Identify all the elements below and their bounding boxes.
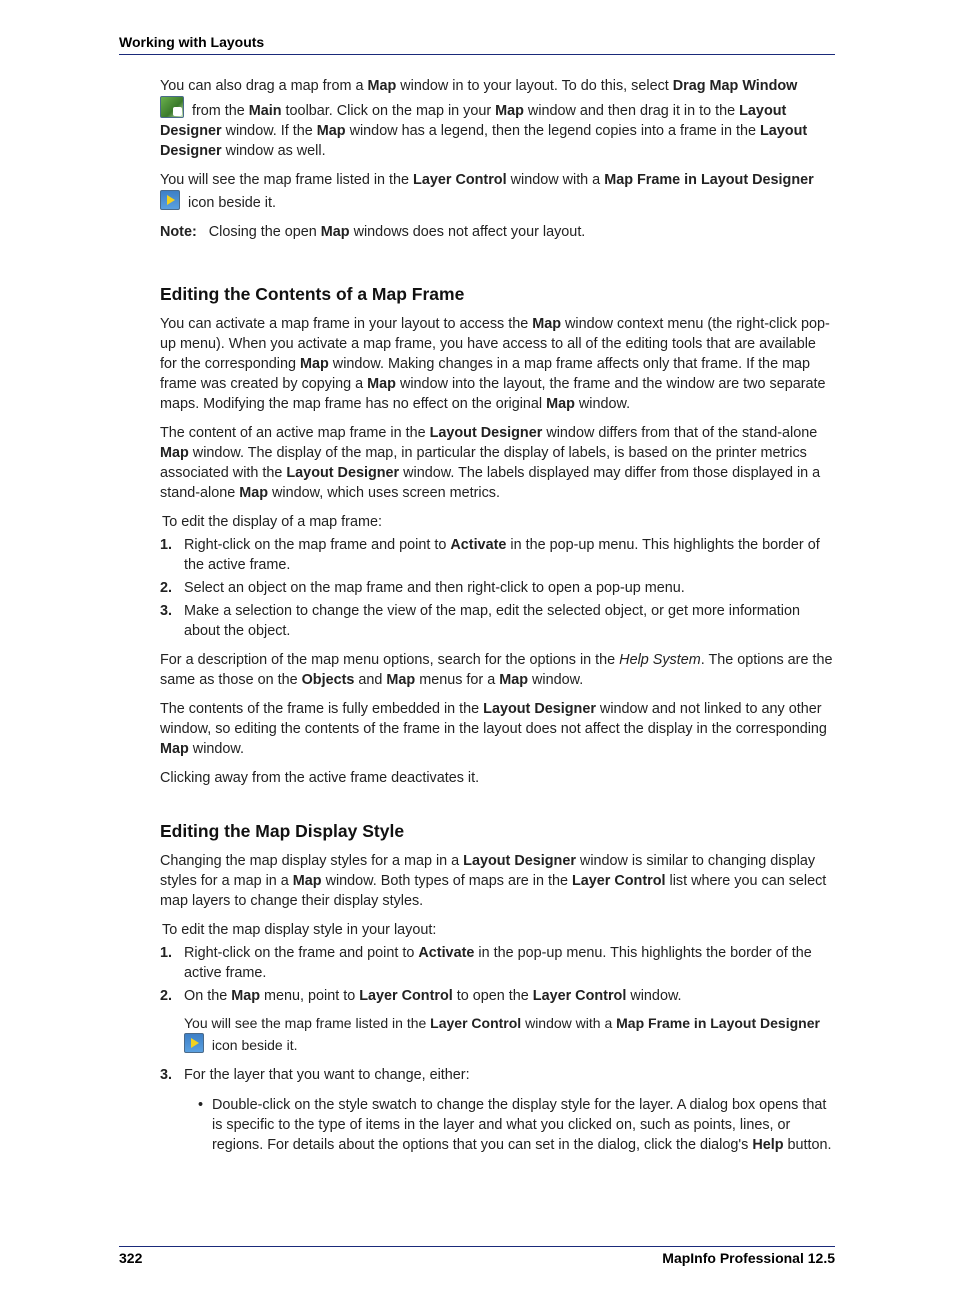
section-heading-display-style: Editing the Map Display Style (160, 821, 405, 841)
step-number: 2. (160, 580, 173, 596)
text-run: window. Both types of maps are in the (321, 873, 572, 889)
text-run: Layer Control (571, 873, 666, 889)
bullet-marker: • (198, 1097, 204, 1113)
text-run: Double-click on the style swatch to change the display style for the layer. A dialog box opens that is specific to the type of items in the layer and what you clicked on, such as points, lines, or regions. For details about the options that you can set in the dialog, click the dialog's (212, 1097, 827, 1153)
text-run: Layer Control (413, 172, 507, 188)
text-run: Map (532, 316, 562, 332)
list-item (160, 601, 836, 641)
text-run: menus for a (415, 672, 500, 688)
text-run: Layout Designer (160, 123, 808, 159)
text-run: window. The display of the map, in particular the display of labels, is based on the printer metrics associated with the (160, 445, 807, 481)
drag-map-icon (160, 96, 184, 118)
text-run: Map (231, 988, 260, 1004)
text-run: menu, point to (260, 988, 360, 1004)
text-run: windows does not affect your layout. (349, 224, 586, 240)
text-run: Changing the map display styles for a map in a (160, 853, 464, 869)
text-run: window is similar to changing display styles for a map in a (160, 853, 816, 889)
map-frame-icon (184, 1033, 204, 1053)
list-item (160, 943, 836, 983)
text-run: The content of an active map frame in the (160, 425, 430, 441)
text-run: You can also drag a map from a (160, 78, 368, 94)
text-run: Map (367, 376, 396, 392)
text-run: You will see the map frame listed in the (184, 1015, 431, 1031)
text-run: window. (574, 396, 631, 412)
text-run: window context menu (the right-click pop-up menu). When you activate a map frame, you have access to all of the editing tools that are available for the corresponding (160, 316, 830, 372)
page-number: 322 (119, 1250, 143, 1266)
step-text (184, 537, 820, 573)
text-run: Select an object on the map frame and then right-click to open a pop-up menu. (184, 580, 685, 596)
text-run: You will see the map frame listed in the (160, 172, 414, 188)
text-run: in the pop-up menu. This highlights the border of the active frame. (184, 537, 820, 573)
page-content (160, 76, 836, 1164)
text-run: window. Making changes in a map frame affects only that frame. If the map frame was created by copying a (160, 356, 811, 392)
text-run: in the pop-up menu. This highlights the border of the active frame. (184, 945, 812, 981)
text-run: window with a (521, 1015, 617, 1031)
section1-paragraph-5 (160, 768, 836, 788)
text-run: window. If the (221, 123, 317, 139)
intro-paragraph-layer-control (160, 170, 836, 213)
intro-paragraph-drag-map (160, 76, 836, 161)
section1-steps (160, 535, 836, 641)
running-header: Working with Layouts (119, 34, 835, 55)
text-run: and (354, 672, 387, 688)
text-run: Layout Designer (429, 425, 543, 441)
text-run: Map (386, 672, 416, 688)
text-run: Map (239, 485, 269, 501)
text-run: Map (160, 445, 189, 461)
section2-steps (160, 943, 836, 1155)
text-run: window differs from that of the stand-alone (542, 425, 818, 441)
running-footer (119, 1246, 835, 1266)
step-number: 3. (160, 603, 173, 619)
text-run: Layout Designer (463, 853, 576, 869)
text-run: . The options are the same as those on the (160, 652, 833, 688)
text-run: Objects (301, 672, 355, 688)
text-run: window has a legend, then the legend copies into a frame in the (345, 123, 760, 139)
section1-paragraph-1 (160, 314, 836, 414)
section1-paragraph-2 (160, 423, 836, 503)
note-label: Note: (160, 224, 197, 240)
step-number: 2. (160, 988, 173, 1004)
text-run: Layer Control (430, 1015, 522, 1031)
list-item (160, 578, 836, 598)
text-run: Map (320, 224, 350, 240)
text-run: Map (495, 103, 524, 119)
bullet-text (212, 1097, 832, 1153)
text-run: Help System (619, 652, 701, 668)
text-run: Map (367, 78, 397, 94)
step-text (184, 580, 685, 596)
text-run: Activate (450, 537, 507, 553)
text-run: window, which uses screen metrics. (268, 485, 500, 501)
note-text (209, 224, 586, 240)
text-run: Layout Designer (160, 103, 787, 139)
text-run: window. (528, 672, 584, 688)
text-run: Map (160, 741, 189, 757)
section2-paragraph-1 (160, 851, 836, 911)
step-number: 1. (160, 945, 173, 961)
text-run: window into the layout, the frame and the window are two separate maps. Modifying the map frame has no effect on the original (160, 376, 826, 412)
text-run: to open the (452, 988, 533, 1004)
text-run: Help (752, 1137, 784, 1153)
map-frame-icon (160, 190, 180, 210)
text-run: Map (499, 672, 528, 688)
step-text (184, 1067, 470, 1083)
text-run: window. (188, 741, 244, 757)
text-run: window in to your layout. To do this, select (396, 78, 673, 94)
product-name: MapInfo Professional 12.5 (662, 1250, 835, 1266)
text-run: Right-click on the frame and point to (184, 945, 419, 961)
text-run: list where you can select map layers to change their display styles. (160, 873, 827, 909)
section1-paragraph-4 (160, 699, 836, 759)
section1-paragraph-3 (160, 650, 836, 690)
text-run: Main (248, 103, 282, 119)
text-run: window and not linked to any other window, so editing the contents of the frame in the layout does not affect the display in the corresponding (160, 701, 827, 737)
text-run: icon beside it. (184, 195, 276, 211)
text-run: icon beside it. (208, 1037, 298, 1053)
text-run: Map (292, 873, 322, 889)
section-heading-editing-contents: Editing the Contents of a Map Frame (160, 284, 465, 304)
text-run: Right-click on the map frame and point to (184, 537, 451, 553)
note (160, 222, 836, 242)
text-run: For a description of the map menu options, search for the options in the (160, 652, 620, 668)
text-run: window with a (506, 172, 605, 188)
text-run: Map (316, 123, 346, 139)
text-run: For the layer that you want to change, either: (184, 1067, 470, 1083)
step-text (184, 945, 812, 981)
text-run: Layout Designer (483, 701, 596, 717)
text-run: You can activate a map frame in your layout to access the (160, 316, 533, 332)
text-run: Map Frame in Layout Designer (604, 172, 814, 188)
text-run: window and then drag it in to the (523, 103, 740, 119)
step-number: 3. (160, 1067, 173, 1083)
step-text (184, 603, 800, 639)
bullet-item (198, 1095, 836, 1155)
list-item (160, 1065, 836, 1155)
text-run: window. The labels displayed may differ from those displayed in a stand-alone (160, 465, 821, 501)
text-run: Layer Control (359, 988, 453, 1004)
text-run: from the (188, 103, 249, 119)
section2-steps-intro: To edit the map display style in your layout: (162, 922, 437, 938)
step-2-detail (184, 1013, 836, 1055)
text-run: button. (783, 1137, 832, 1153)
text-run: window as well. (221, 143, 326, 159)
text-run: Map Frame in Layout Designer (616, 1015, 820, 1031)
text-run: Layer Control (532, 988, 627, 1004)
step-number: 1. (160, 537, 173, 553)
text-run: Map (300, 356, 329, 372)
text-run: Drag Map Window (672, 78, 798, 94)
list-item (160, 535, 836, 575)
text-run: Make a selection to change the view of the map, edit the selected object, or get more information about the object. (184, 603, 800, 639)
section1-steps-intro: To edit the display of a map frame: (162, 514, 382, 530)
text-run: Layout Designer (286, 465, 400, 481)
text-run: toolbar. Click on the map in your (281, 103, 496, 119)
text-run: Map (546, 396, 575, 412)
text-run: The contents of the frame is fully embedded in the (160, 701, 484, 717)
text-run: On the (184, 988, 232, 1004)
list-item (160, 986, 836, 1055)
text-run: Activate (418, 945, 475, 961)
text-run: Clicking away from the active frame deactivates it. (160, 770, 480, 786)
step-text (184, 988, 682, 1004)
text-run: window. (626, 988, 682, 1004)
text-run: Closing the open (208, 224, 321, 240)
